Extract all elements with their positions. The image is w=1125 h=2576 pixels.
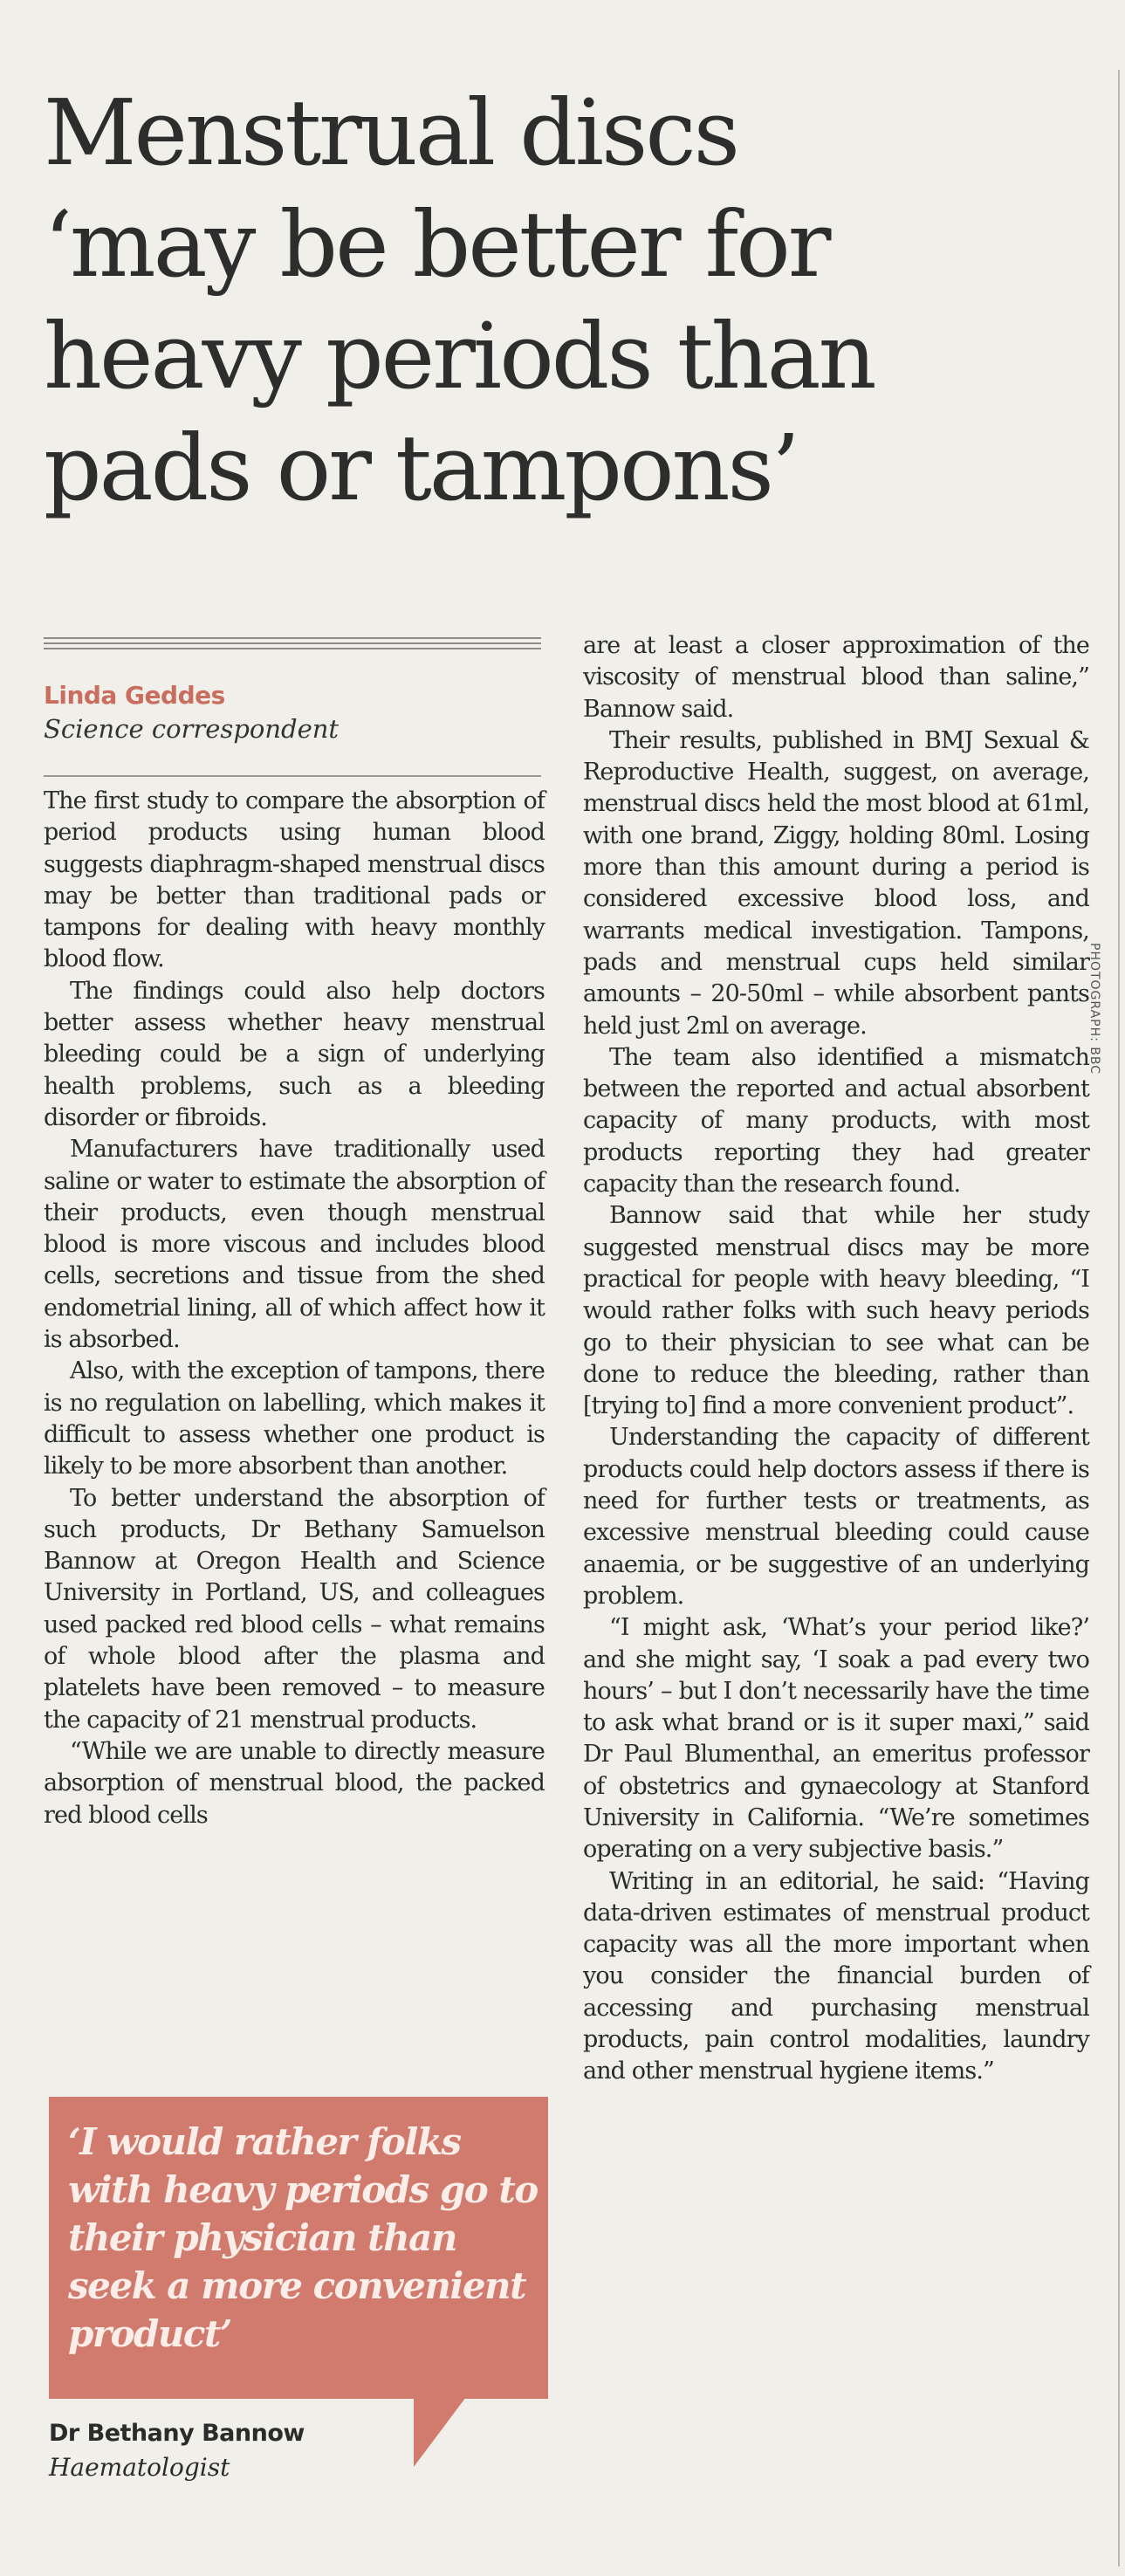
paragraph: To better understand the absorption of such products, Dr Bethany Samuelson Bannow at Oregon Health and Science University in Portland, US, and colleagues used packed red blood cells – what remains of whole blood after the plasma and platelets have been removed – to measure the capacity of 21 menstrual products. bbox=[44, 1484, 545, 1734]
paragraph: “I might ask, ‘What’s your period like?’ and she might say, ‘I soak a pad every two hours’ – but I don’t necessarily have the time to ask what brand or is it super maxi,” said Dr Paul Blumenthal, an emeritus professor of obstetrics and gynaecology at Stanford University in California. “We’re sometimes operating on a very subjective basis.” bbox=[583, 1614, 1089, 1864]
headline-line: Menstrual discs bbox=[44, 79, 738, 186]
pull-quote-attribution-name: Dr Bethany Bannow bbox=[49, 2420, 305, 2447]
pull-quote-tail bbox=[414, 2397, 466, 2467]
headline-line: ‘may be better for bbox=[44, 191, 829, 298]
page-edge-rule bbox=[1118, 70, 1120, 2566]
headline bbox=[44, 77, 1082, 524]
paragraph: The first study to compare the absorption of period products using human blood suggests diaphragm-shaped menstrual discs may be better than traditional pads or tampons for dealing with heavy monthly blood flow. bbox=[44, 787, 545, 973]
paragraph: Their results, published in BMJ Sexual & Reproductive Health, suggest, on average, menstrual discs held the most blood at 61ml, with one brand, Ziggy, holding 80ml. Losing more than this amount during a period is considered excessive blood loss, and warrants medical investigation. Tampons, pads and menstrual cups held similar amounts – 20-50ml – while absorbent pants held just 2ml on average. bbox=[583, 726, 1089, 1040]
photo-credit: PHOTOGRAPH: BBC bbox=[1087, 943, 1101, 1075]
paragraph: “While we are unable to directly measure absorption of menstrual blood, the packed red blood cells bbox=[44, 1737, 545, 1829]
paragraph: Manufacturers have traditionally used saline or water to estimate the absorption of their products, even though menstrual blood is more viscous and includes blood cells, secretions and tissue from the shed endometrial lining, all of which affect how it is absorbed. bbox=[44, 1136, 545, 1354]
pull-quote-box bbox=[49, 2097, 548, 2399]
paragraph: The team also identified a mismatch between the reported and actual absorbent capacity of many products, with most products reporting they had greater capacity than the research found. bbox=[583, 1043, 1089, 1199]
paragraph: are at least a closer approximation of the viscosity of menstrual blood than saline,” Bannow said. bbox=[583, 632, 1089, 723]
author-name: Linda Geddes bbox=[44, 681, 225, 710]
article-column-1 bbox=[44, 786, 545, 1831]
pull-quote-text: ‘I would rather folks with heavy periods go to their physician than seek a more convenient product’ bbox=[68, 2120, 538, 2355]
paragraph: Bannow said that while her study suggested menstrual discs may be more practical for people with heavy bleeding, “I would rather folks with such heavy periods go to their physician to see what can be done to reduce the bleeding, rather than [trying to] find a more convenient product”. bbox=[583, 1202, 1089, 1420]
paragraph: Writing in an editorial, he said: “Having data-driven estimates of menstrual product capacity was all the more important when you consider the financial burden of accessing and purchasing menstrual products, pain control modalities, laundry and other menstrual hygiene items.” bbox=[583, 1867, 1089, 2085]
byline-rules bbox=[44, 637, 541, 653]
pull-quote-attribution-role: Haematologist bbox=[49, 2453, 230, 2482]
author-role: Science correspondent bbox=[44, 714, 340, 744]
headline-line: pads or tampons’ bbox=[44, 415, 798, 521]
article-column-2 bbox=[583, 630, 1089, 2088]
paragraph: Understanding the capacity of different products could help doctors assess if there is need for further tests or treatments, as excessive menstrual bleeding could cause anaemia, or be suggestive of an underlying problem. bbox=[583, 1424, 1089, 1610]
byline-divider bbox=[44, 775, 541, 777]
headline-line: heavy periods than bbox=[44, 303, 875, 409]
paragraph: The findings could also help doctors better assess whether heavy menstrual bleeding could be a sign of underlying health problems, such as a bleeding disorder or fibroids. bbox=[44, 977, 545, 1131]
paragraph: Also, with the exception of tampons, there is no regulation on labelling, which makes it difficult to assess whether one product is likely to be more absorbent than another. bbox=[44, 1357, 545, 1480]
